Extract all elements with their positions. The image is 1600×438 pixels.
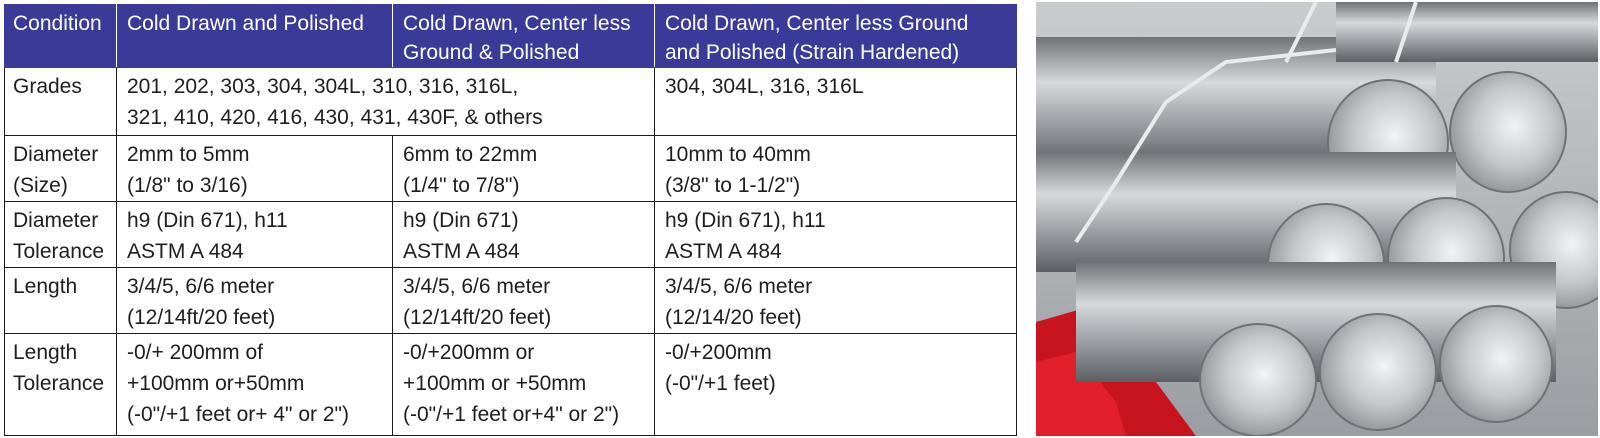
table-header-row — [5, 5, 1017, 68]
table-cell — [393, 136, 655, 202]
cell-line: (1/8" to 3/16) — [127, 174, 248, 197]
table-cell — [117, 334, 393, 436]
cell-line: Diameter — [13, 143, 99, 166]
cell-line: Tolerance — [13, 372, 105, 395]
table-cell — [117, 202, 393, 268]
cell-line: (-0"/+1 feet) — [665, 372, 776, 395]
cell-line: (12/14ft/20 feet) — [403, 306, 552, 329]
row-label-grades — [5, 68, 117, 136]
cell-line: Tolerance — [13, 240, 105, 263]
grades-cold-drawn-cell — [117, 68, 655, 136]
row-label-diameter-tolerance — [5, 202, 117, 268]
header-cold-drawn-polished — [117, 5, 393, 68]
cell-line: (3/8" to 1-1/2") — [665, 174, 801, 197]
header-line: and Polished (Strain Hardened) — [665, 41, 960, 64]
row-label-length — [5, 268, 117, 334]
cell-line: ASTM A 484 — [403, 240, 520, 263]
cell-line: ASTM A 484 — [665, 240, 782, 263]
cell-line: 3/4/5, 6/6 meter — [403, 275, 551, 298]
header-line: Cold Drawn, Center less — [403, 12, 631, 35]
cell-line: (-0"/+1 feet or+ 4" or 2") — [127, 403, 349, 426]
header-line: Ground & Polished — [403, 41, 580, 64]
header-line: Cold Drawn and Polished — [127, 12, 364, 35]
cell-line: +100mm or +50mm — [403, 372, 587, 395]
stainless-bar-specification-table — [4, 4, 1017, 436]
header-strain-hardened — [655, 5, 1017, 68]
cell-line: (12/14/20 feet) — [665, 306, 802, 329]
cell-line: (Size) — [13, 174, 68, 197]
table-row-grades — [5, 68, 1017, 136]
cell-line: Length — [13, 341, 78, 364]
table-cell — [655, 136, 1017, 202]
header-condition — [5, 5, 117, 68]
table-row-diameter-tolerance — [5, 202, 1017, 268]
cell-line: h9 (Din 671), h11 — [127, 209, 288, 232]
cell-line: Diameter — [13, 209, 99, 232]
cell-line: 201, 202, 303, 304, 304L, 310, 316, 316L, — [127, 75, 519, 98]
grades-strain-hardened-cell — [655, 68, 1017, 136]
cell-line: 304, 304L, 316, 316L — [665, 75, 864, 98]
cell-line: 6mm to 22mm — [403, 143, 538, 166]
cell-line: -0/+200mm — [665, 341, 772, 364]
row-label-length-tolerance — [5, 334, 117, 436]
cell-line: Grades — [13, 75, 82, 98]
table-row-length — [5, 268, 1017, 334]
table-row-length-tolerance — [5, 334, 1017, 436]
cell-line: 321, 410, 420, 416, 430, 431, 430F, & others — [127, 106, 543, 129]
table-cell — [655, 334, 1017, 436]
cell-line: ASTM A 484 — [127, 240, 244, 263]
cell-line: 10mm to 40mm — [665, 143, 811, 166]
table-cell — [393, 268, 655, 334]
cell-line: Length — [13, 275, 78, 298]
cell-line: (-0"/+1 feet or+4" or 2") — [403, 403, 620, 426]
table-cell — [655, 202, 1017, 268]
cell-line: +100mm or+50mm — [127, 372, 305, 395]
cell-line: -0/+200mm or — [403, 341, 535, 364]
cell-line: 2mm to 5mm — [127, 143, 250, 166]
cell-line: -0/+ 200mm of — [127, 341, 263, 364]
table-cell — [117, 268, 393, 334]
steel-bars-photo — [1036, 2, 1598, 436]
table-cell — [393, 202, 655, 268]
table-cell — [117, 136, 393, 202]
row-label-diameter-size — [5, 136, 117, 202]
table-cell — [393, 334, 655, 436]
cell-line: h9 (Din 671), h11 — [665, 209, 826, 232]
table-row-diameter-size — [5, 136, 1017, 202]
cell-line: (1/4" to 7/8") — [403, 174, 520, 197]
header-centerless-ground-polished — [393, 5, 655, 68]
cell-line: 3/4/5, 6/6 meter — [127, 275, 275, 298]
cell-line: 3/4/5, 6/6 meter — [665, 275, 813, 298]
header-line: Cold Drawn, Center less Ground — [665, 12, 969, 35]
cell-line: h9 (Din 671) — [403, 209, 519, 232]
table-cell — [655, 268, 1017, 334]
cell-line: (12/14ft/20 feet) — [127, 306, 276, 329]
header-line: Condition — [13, 12, 102, 35]
